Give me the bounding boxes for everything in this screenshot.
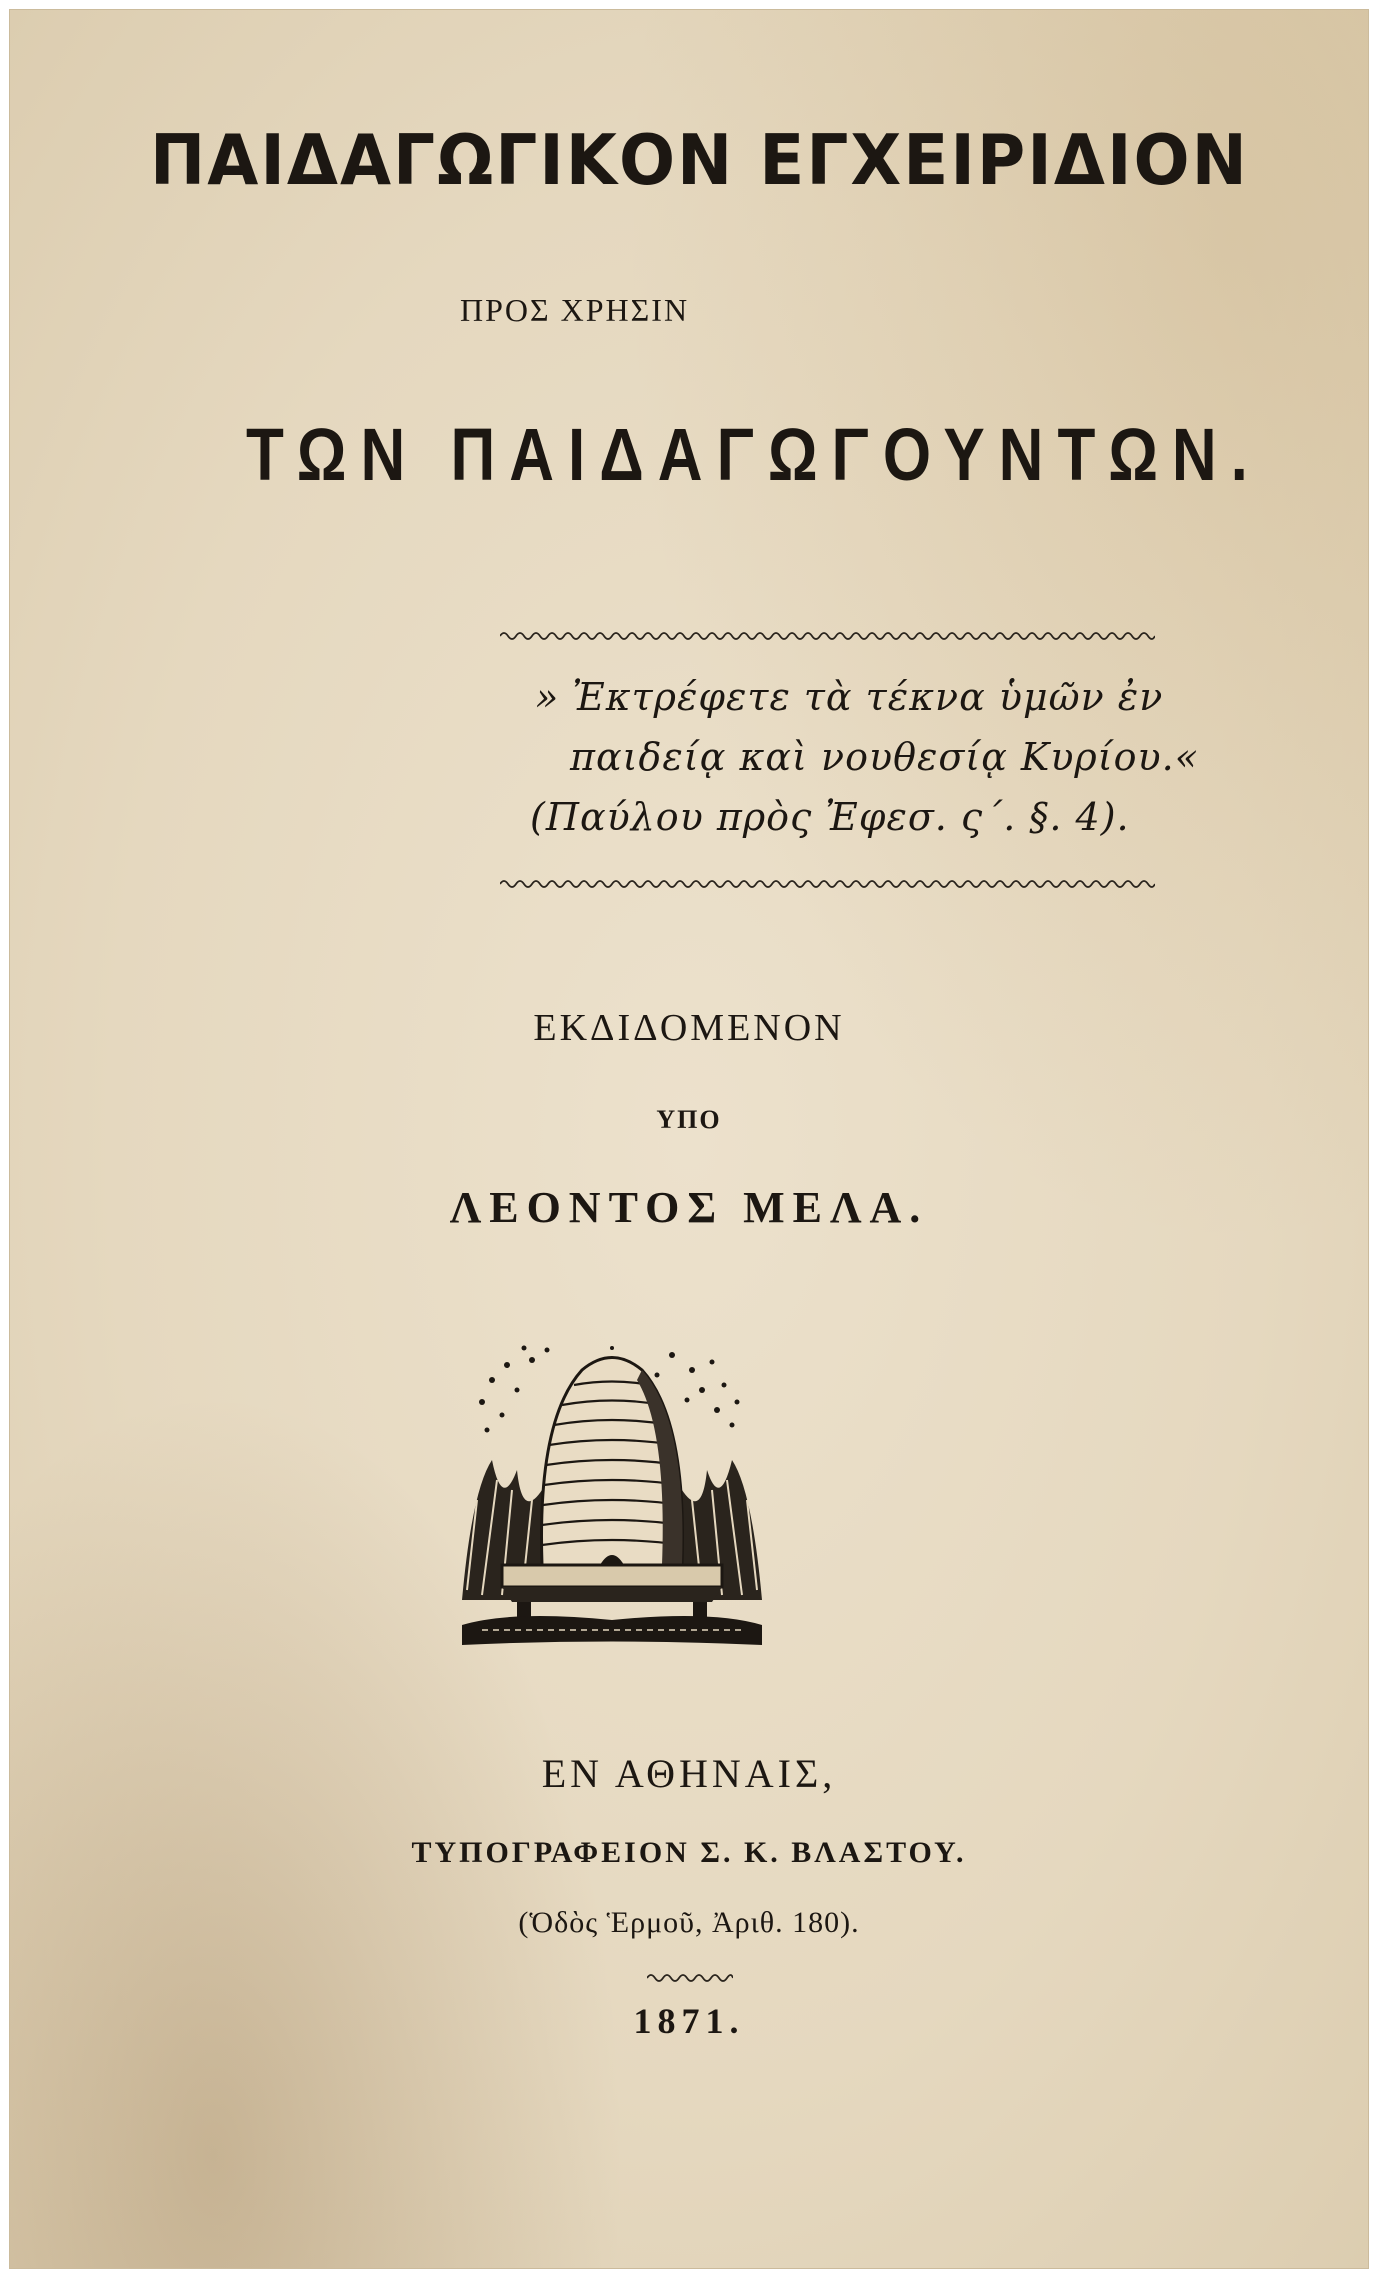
by-label: ΥΠΟ xyxy=(656,1105,722,1134)
edition-label: ΕΚΔΙΔΟΜΕΝΟΝ xyxy=(533,1007,845,1049)
wavy-rule-bottom xyxy=(500,878,1155,890)
epigraph-line-3: (Παύλου πρὸς Ἐφεσ. ς΄. §. 4). xyxy=(530,795,1130,839)
title-page xyxy=(10,10,1368,2268)
subtitle-line-2: ΤΩΝ ΠΑΙΔΑΓΩΓΟΥΝΤΩΝ. xyxy=(246,414,1262,497)
wavy-rule-small xyxy=(647,1972,733,1984)
beehive-icon xyxy=(462,1340,762,1650)
subtitle-line-1: ΠΡΟΣ ΧΡΗΣΙΝ xyxy=(460,292,690,328)
author-name: ΛΕΟΝΤΟΣ ΜΕΛΑ. xyxy=(449,1183,929,1232)
publication-place: ΕΝ ΑΘΗΝΑΙΣ, xyxy=(541,1751,837,1796)
epigraph-line-1: » Ἐκτρέφετε τὰ τέκνα ὑμῶν ἐν xyxy=(535,675,1164,719)
book-title: ΠΑΙΔΑΓΩΓΙΚΟΝ ΕΓΧΕΙΡΙΔΙΟΝ xyxy=(150,120,1249,201)
publication-year: 1871. xyxy=(633,2001,745,2041)
printer-address: (Ὁδὸς Ἑρμοῦ, Ἀριθ. 180). xyxy=(518,1906,860,1939)
wavy-rule-top xyxy=(500,630,1155,642)
printer-name: ΤΥΠΟΓΡΑΦΕΙΟΝ Σ. Κ. ΒΛΑΣΤΟΥ. xyxy=(411,1836,967,1869)
epigraph-line-2: παιδείᾳ καὶ νουθεσίᾳ Κυρίου.« xyxy=(570,735,1199,779)
